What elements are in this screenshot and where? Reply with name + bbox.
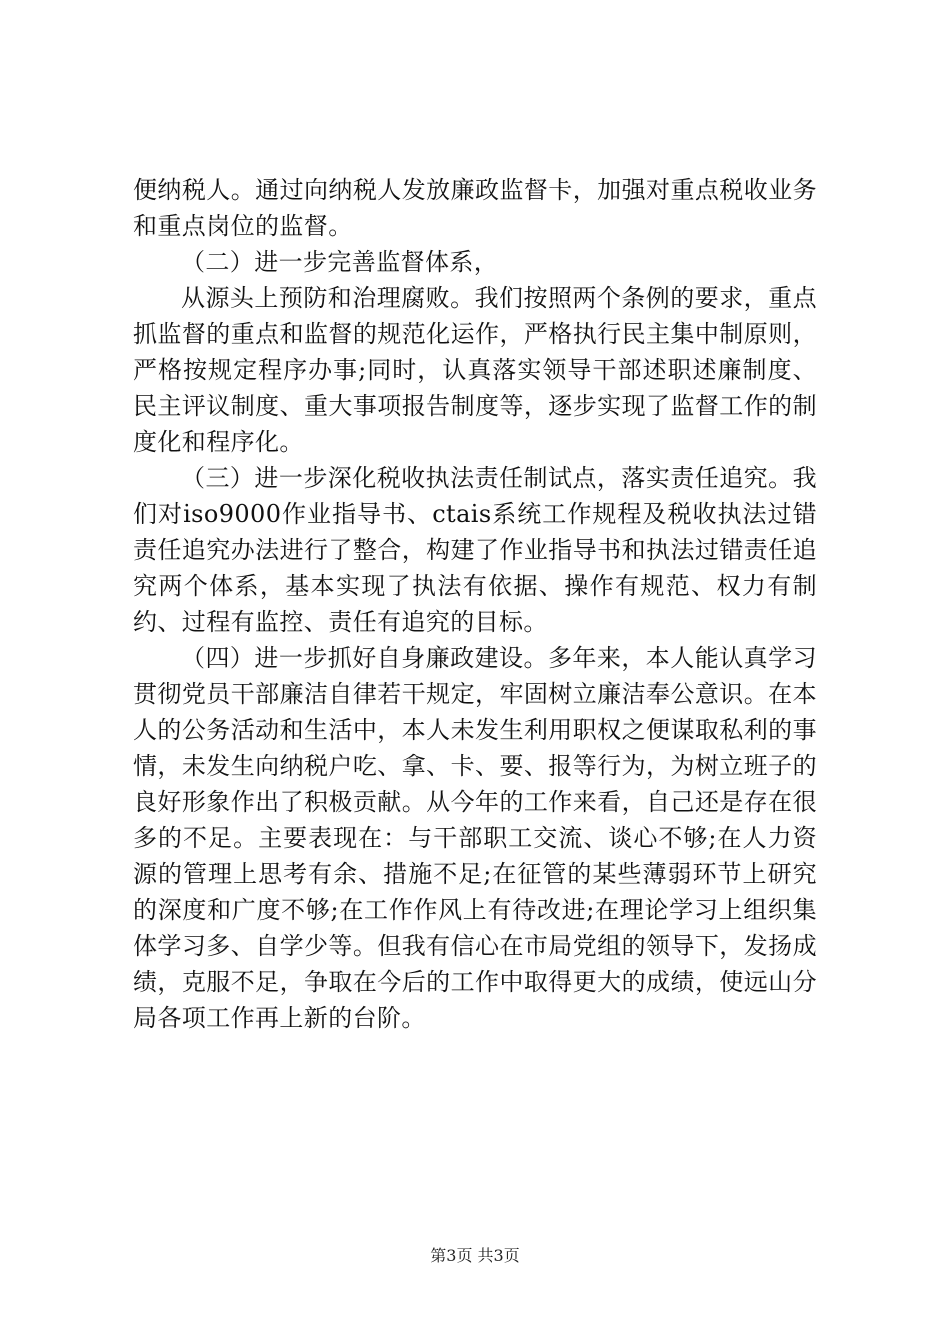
paragraph-section-4: （四）进一步抓好自身廉政建设。多年来，本人能认真学习贯彻党员干部廉洁自律若干规定，牢固树立廉洁奉公意识。在本人的公务活动和生活中，本人未发生利用职权之便谋取私利的事情，未发生向纳税户吃、拿、卡、要、报等行为，为树立班子的良好形象作出了积极贡献。从今年的工作来看，自己还是存在很多的不足。主要表现在：与干部职工交流、谈心不够;在人力资源的管理上思考有余、措施不足;在征管的某些薄弱环节上研究的深度和广度不够;在工作作风上有待改进;在理论学习上组织集体学习多、自学少等。但我有信心在市局党组的领导下，发扬成绩，克服不足，争取在今后的工作中取得更大的成绩，使远山分局各项工作再上新的台阶。 — [133, 644, 817, 1032]
paragraph-section-3: （三）进一步深化税收执法责任制试点，落实责任追究。我们对iso9000作业指导书、ctais系统工作规程及税收执法过错责任追究办法进行了整合，构建了作业指导书和执法过错责任追究两个体系，基本实现了执法有依据、操作有规范、权力有制约、过程有监控、责任有追究的目标。 — [133, 464, 817, 636]
section-heading-2: （二）进一步完善监督体系， — [181, 248, 499, 276]
paragraph-supervision: 从源头上预防和治理腐败。我们按照两个条例的要求，重点抓监督的重点和监督的规范化运作，严格执行民主集中制原则，严格按规定程序办事;同时，认真落实领导干部述职述廉制度、民主评议制度、重大事项报告制度等，逐步实现了监督工作的制度化和程序化。 — [133, 284, 817, 456]
document-body — [133, 172, 817, 1036]
page-number-footer: 第3页 共3页 — [430, 1246, 520, 1265]
paragraph-continuation: 便纳税人。通过向纳税人发放廉政监督卡，加强对重点税收业务和重点岗位的监督。 — [133, 176, 817, 240]
